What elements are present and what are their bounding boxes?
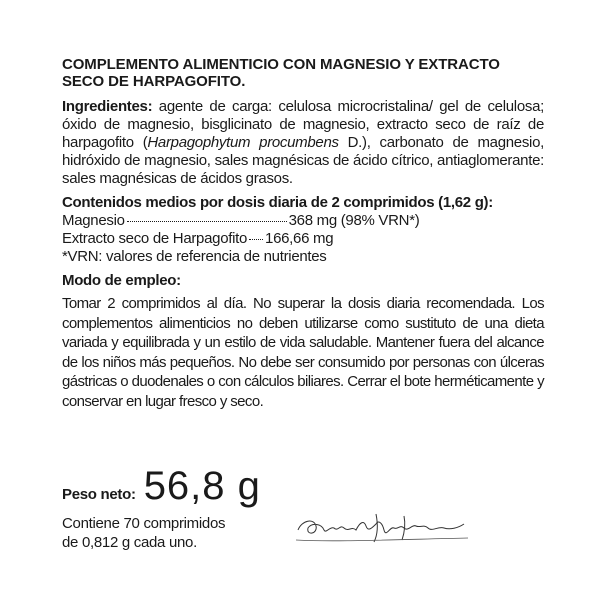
dot-leader bbox=[127, 221, 287, 222]
usage-heading: Modo de empleo: bbox=[62, 272, 181, 289]
contents-line-1: Contiene 70 comprimidos bbox=[62, 515, 226, 532]
dose-heading: Contenidos medios por dosis diaria de 2 comprimidos (1,62 g): bbox=[62, 194, 493, 211]
dose-row-name: Magnesio bbox=[62, 212, 125, 229]
ingredients-label: Ingredientes: bbox=[62, 98, 153, 115]
dose-row-harpagofito bbox=[62, 230, 544, 248]
supplement-label bbox=[62, 56, 544, 411]
signature-image bbox=[292, 500, 472, 550]
dot-leader bbox=[249, 239, 263, 240]
dose-row-name: Extracto seco de Harpagofito bbox=[62, 230, 248, 247]
net-weight bbox=[62, 464, 261, 509]
ingredients-text-2: D.), carbonato de magnesio, hidróxido de magnesio, sales magnésicas de ácido cítrico, antiaglomerante: sales magnésicas de ácidos grasos. bbox=[62, 134, 544, 187]
tablet-contents bbox=[62, 514, 225, 552]
ingredients-text-1: agente de carga: celulosa microcristalina/ gel de celulosa; óxido de magnesio, bisglicinato de magnesio, extracto seco de raíz de harpagofito ( bbox=[62, 98, 544, 151]
ingredients-paragraph bbox=[62, 98, 544, 188]
product-title: COMPLEMENTO ALIMENTICIO CON MAGNESIO Y EXTRACTO SECO DE HARPAGOFITO. bbox=[62, 56, 500, 90]
dose-row-value: 166,66 mg bbox=[265, 230, 334, 247]
contents-line-2: de 0,812 g cada uno. bbox=[62, 534, 197, 551]
usage-text: Tomar 2 comprimidos al día. No superar la dosis diaria recomendada. Los complementos alimenticios no deben utilizarse como sustituto de una dieta variada y equilibrada y un estilo de vida saludable. Mantener fuera del alcance de los niños más pequeños. No debe ser consumido por personas con úlceras gástricas o duodenales o con cálculos biliares. Cerrar el bote herméticamente y conservar en lugar fresco y seco. bbox=[62, 295, 544, 410]
net-weight-value: 56,8 g bbox=[143, 464, 261, 508]
ingredients-latin-name: Harpagophytum procumbens bbox=[147, 134, 339, 151]
dose-row-value: 368 mg (98% VRN*) bbox=[288, 212, 420, 229]
dose-footnote: *VRN: valores de referencia de nutrientes bbox=[62, 248, 327, 265]
dose-row-magnesio bbox=[62, 212, 544, 230]
net-weight-label: Peso neto: bbox=[62, 486, 136, 503]
